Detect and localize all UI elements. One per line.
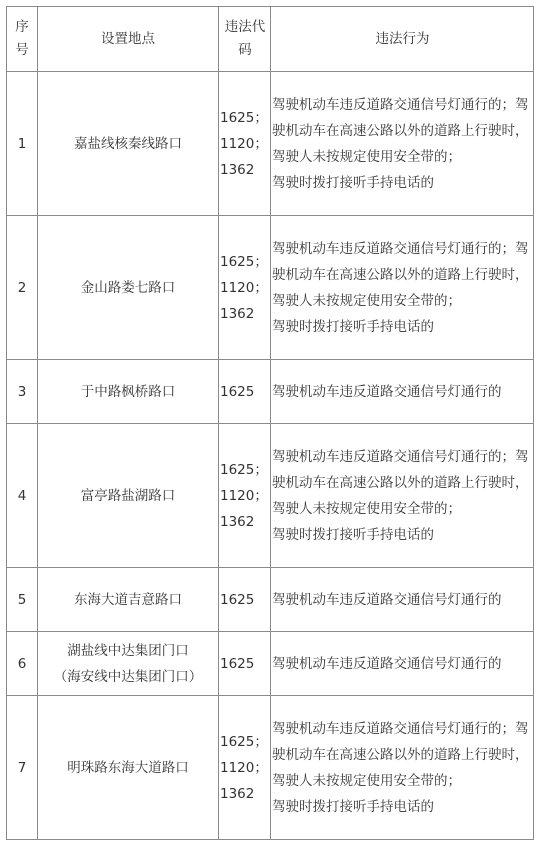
table-row: [7, 424, 534, 568]
row-location: 富亭路盐湖路口: [38, 424, 219, 568]
table-row: [7, 216, 534, 360]
row-behavior: 驾驶机动车违反道路交通信号灯通行的；驾驶机动车在高速公路以外的道路上行驶时，驾驶人未按规定使用安全带的； 驾驶时拨打接听手持电话的: [271, 696, 534, 840]
header-code: 违法代 码: [219, 7, 271, 72]
row-codes: 1625: [219, 360, 271, 424]
table-row: [7, 72, 534, 216]
row-codes: 1625； 1120； 1362: [219, 216, 271, 360]
row-codes: 1625； 1120； 1362: [219, 72, 271, 216]
row-location: 嘉盐线核秦线路口: [38, 72, 219, 216]
row-codes: 1625: [219, 632, 271, 696]
row-behavior: 驾驶机动车违反道路交通信号灯通行的；驾驶机动车在高速公路以外的道路上行驶时，驾驶人未按规定使用安全带的； 驾驶时拨打接听手持电话的: [271, 72, 534, 216]
row-location: 明珠路东海大道路口: [38, 696, 219, 840]
row-location: 湖盐线中达集团门口 （海安线中达集团门口）: [38, 632, 219, 696]
row-no: 3: [7, 360, 38, 424]
row-behavior: 驾驶机动车违反道路交通信号灯通行的；驾驶机动车在高速公路以外的道路上行驶时，驾驶人未按规定使用安全带的； 驾驶时拨打接听手持电话的: [271, 424, 534, 568]
header-no: 序 号: [7, 7, 38, 72]
row-codes: 1625； 1120； 1362: [219, 696, 271, 840]
row-behavior: 驾驶机动车违反道路交通信号灯通行的: [271, 360, 534, 424]
row-behavior: 驾驶机动车违反道路交通信号灯通行的: [271, 632, 534, 696]
row-behavior: 驾驶机动车违反道路交通信号灯通行的: [271, 568, 534, 632]
row-behavior: 驾驶机动车违反道路交通信号灯通行的；驾驶机动车在高速公路以外的道路上行驶时，驾驶人未按规定使用安全带的； 驾驶时拨打接听手持电话的: [271, 216, 534, 360]
table-header-row: [7, 7, 534, 72]
table-row: [7, 568, 534, 632]
row-location: 于中路枫桥路口: [38, 360, 219, 424]
header-location: 设置地点: [38, 7, 219, 72]
row-location: 金山路娄七路口: [38, 216, 219, 360]
row-no: 4: [7, 424, 38, 568]
violation-locations-table: [6, 6, 534, 840]
row-no: 1: [7, 72, 38, 216]
table-row: [7, 696, 534, 840]
row-location: 东海大道吉意路口: [38, 568, 219, 632]
row-no: 7: [7, 696, 38, 840]
table-row: [7, 360, 534, 424]
row-no: 2: [7, 216, 38, 360]
table-row: [7, 632, 534, 696]
row-codes: 1625； 1120； 1362: [219, 424, 271, 568]
header-behavior: 违法行为: [271, 7, 534, 72]
row-no: 6: [7, 632, 38, 696]
row-no: 5: [7, 568, 38, 632]
row-codes: 1625: [219, 568, 271, 632]
